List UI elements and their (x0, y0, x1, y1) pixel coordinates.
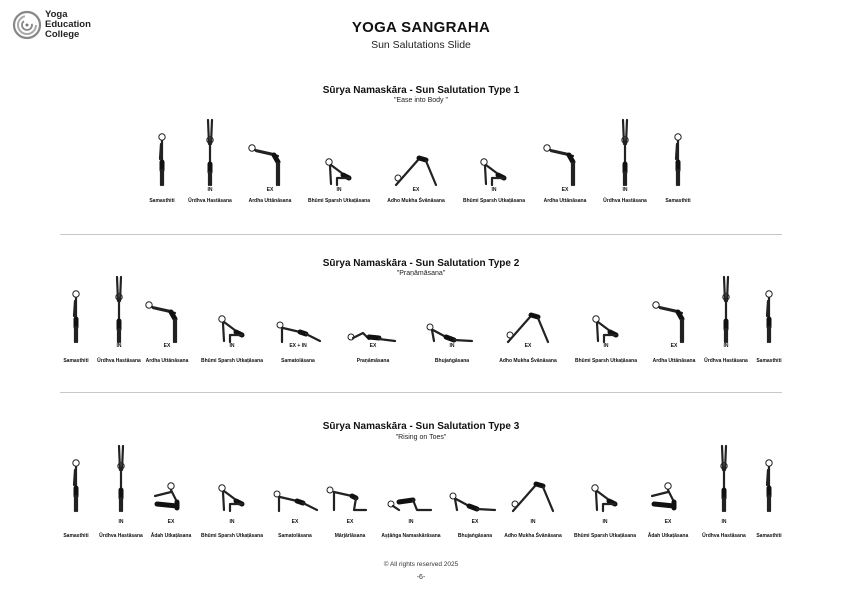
armsup-pose-figure (601, 126, 649, 186)
dog-pose-figure (509, 452, 557, 512)
dog-pose-figure (504, 283, 552, 343)
pose-name: Adho Mukha Śvānāsana (504, 533, 562, 539)
breath-label: IN (229, 343, 235, 349)
page-title: YOGA SANGRAHA (351, 19, 491, 36)
pose-name: Bhūmi Sparsh Utkaṭāsana (574, 533, 636, 539)
pose-name: Samasthiti (63, 358, 89, 364)
pose-name: Ādah Utkaṭāsana (647, 533, 689, 539)
breath-label: IN (336, 187, 342, 193)
pose-name: Ardha Uttānāsana (248, 198, 292, 204)
logo-line: Education (45, 19, 91, 30)
pose-name: Adho Mukha Śvānāsana (499, 358, 557, 364)
prone-pose-figure (349, 283, 397, 343)
pose-name: Ūrdhva Hastāsana (188, 198, 232, 204)
breath-label: EX (163, 343, 171, 349)
pose-name: Bhūmi Sparsh Utkaṭāsana (201, 533, 263, 539)
pose-name: Ūrdhva Hastāsana (603, 198, 647, 204)
pose-name: Ūrdhva Hastāsana (99, 533, 143, 539)
pose-name: Ardha Uttānāsana (145, 358, 189, 364)
breath-label: EX (369, 343, 377, 349)
pose-name: Bhujaṅgāsana (434, 358, 470, 364)
cobra-pose-figure (451, 452, 499, 512)
squat-pose-figure (315, 126, 363, 186)
pose-name: Ādah Utkaṭāsana (150, 533, 192, 539)
page-number: -6- (416, 574, 426, 581)
plank-pose-figure (274, 283, 322, 343)
pose-name: Ūrdhva Hastāsana (702, 533, 746, 539)
pose-name: Ardha Uttānāsana (543, 198, 587, 204)
squat-pose-figure (581, 452, 629, 512)
breath-label: EX (561, 187, 569, 193)
breath-label: EX (670, 343, 678, 349)
breath-label: EX (167, 519, 175, 525)
armsup-pose-figure (700, 452, 748, 512)
stand-pose-figure (654, 126, 702, 186)
pose-name: Samasthiti (756, 533, 782, 539)
squatarms-pose-figure (147, 452, 195, 512)
pose-name: Bhūmi Sparsh Utkaṭāsana (575, 358, 637, 364)
breath-label: IN (622, 187, 628, 193)
logo-line: College (45, 29, 80, 40)
pose-name: Samasthiti (665, 198, 691, 204)
pose-name: Aṣṭāṅga Namaskārāsana (381, 533, 441, 539)
squat-pose-figure (582, 283, 630, 343)
breath-label: IN (116, 343, 122, 349)
pose-name: Praṇāmāsana (356, 358, 390, 364)
dog-pose-figure (392, 126, 440, 186)
breath-label: IN (530, 519, 536, 525)
section-subtitle: "Praṇāmāsana" (396, 270, 446, 277)
pose-name: Mārjārīāsana (334, 533, 366, 539)
pose-name: Samatolāsana (278, 533, 312, 539)
breath-label: IN (118, 519, 124, 525)
copyright-notice: © All rights reserved 2025 (383, 561, 459, 568)
stand-pose-figure (52, 283, 100, 343)
logo-line: Yoga (45, 9, 68, 20)
armsup-pose-figure (97, 452, 145, 512)
breath-label: EX (664, 519, 672, 525)
pose-name: Samasthiti (149, 198, 175, 204)
breath-label: IN (491, 187, 497, 193)
table-pose-figure (326, 452, 374, 512)
section-subtitle: "Ease into Body " (393, 97, 448, 104)
squatarms-pose-figure (644, 452, 692, 512)
section-title: Sūrya Namaskāra - Sun Salutation Type 2 (322, 258, 520, 269)
breath-label: IN (408, 519, 414, 525)
halffold-pose-figure (541, 126, 589, 186)
armsup-pose-figure (95, 283, 143, 343)
plank-pose-figure (271, 452, 319, 512)
pose-name: Bhūmi Sparsh Utkaṭāsana (308, 198, 370, 204)
pose-name: Bhūmi Sparsh Utkaṭāsana (463, 198, 525, 204)
section-subtitle: "Rising on Toes" (395, 434, 447, 441)
breath-label: EX (266, 187, 274, 193)
breath-label: IN (723, 343, 729, 349)
halffold-pose-figure (650, 283, 698, 343)
pose-name: Samasthiti (63, 533, 89, 539)
pose-name: Ūrdhva Hastāsana (97, 358, 141, 364)
stand-pose-figure (745, 452, 793, 512)
section-divider (60, 234, 782, 235)
eightlimb-pose-figure (387, 452, 435, 512)
pose-name: Samatolāsana (281, 358, 315, 364)
pose-name: Bhūmi Sparsh Utkaṭāsana (201, 358, 263, 364)
breath-label: IN (602, 519, 608, 525)
breath-label: IN (229, 519, 235, 525)
pose-name: Ardha Uttānāsana (652, 358, 696, 364)
squat-pose-figure (208, 283, 256, 343)
pose-name: Bhujaṅgāsana (457, 533, 493, 539)
halffold-pose-figure (246, 126, 294, 186)
breath-label: EX (346, 519, 354, 525)
section-divider (60, 392, 782, 393)
breath-label: EX (412, 187, 420, 193)
pose-name: Ūrdhva Hastāsana (704, 358, 748, 364)
breath-label: IN (721, 519, 727, 525)
breath-label: EX (471, 519, 479, 525)
section-title: Sūrya Namaskāra - Sun Salutation Type 3 (322, 421, 520, 432)
stand-pose-figure (138, 126, 186, 186)
halffold-pose-figure (143, 283, 191, 343)
squat-pose-figure (470, 126, 518, 186)
breath-label: IN (207, 187, 213, 193)
pose-name: Samasthiti (756, 358, 782, 364)
armsup-pose-figure (186, 126, 234, 186)
armsup-pose-figure (702, 283, 750, 343)
breath-label: IN (603, 343, 609, 349)
stand-pose-figure (745, 283, 793, 343)
breath-label: EX (291, 519, 299, 525)
stand-pose-figure (52, 452, 100, 512)
breath-label: EX (524, 343, 532, 349)
squat-pose-figure (208, 452, 256, 512)
breath-label: EX + IN (289, 343, 307, 349)
breath-label: IN (449, 343, 455, 349)
page-subtitle: Sun Salutations Slide (371, 39, 471, 51)
cobra-pose-figure (428, 283, 476, 343)
pose-name: Adho Mukha Śvānāsana (387, 198, 445, 204)
section-title: Sūrya Namaskāra - Sun Salutation Type 1 (322, 85, 520, 96)
